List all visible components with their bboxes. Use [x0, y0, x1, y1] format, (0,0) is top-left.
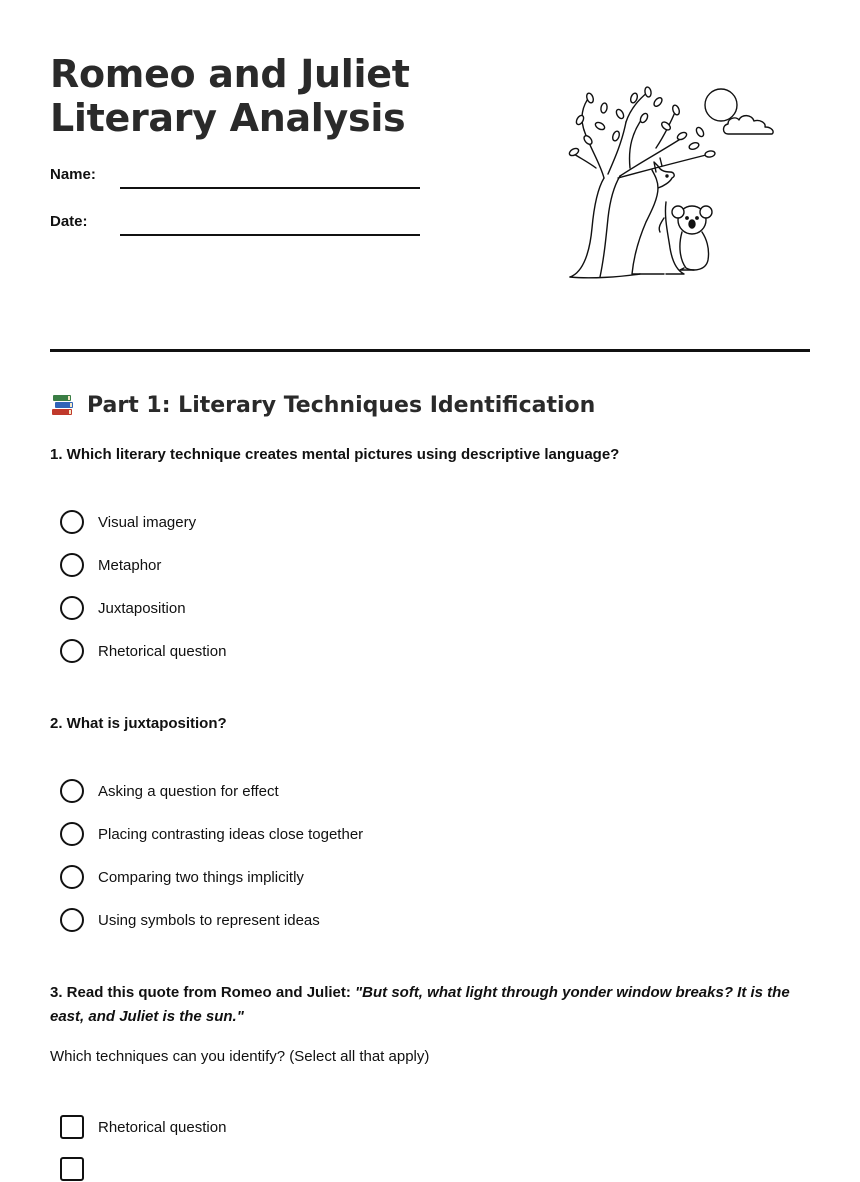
q1-option-4[interactable] [60, 638, 226, 664]
option-label: Rhetorical question [98, 1118, 227, 1136]
name-input-line[interactable] [120, 187, 420, 189]
date-label: Date: [50, 213, 88, 230]
title-line-1: Romeo and Juliet [50, 52, 410, 96]
radio-button[interactable] [60, 865, 84, 889]
option-label: Asking a question for effect [98, 782, 279, 800]
radio-button[interactable] [60, 596, 84, 620]
q2-option-1[interactable] [60, 778, 279, 804]
q2-option-3[interactable] [60, 864, 304, 890]
option-label: Visual imagery [98, 513, 197, 531]
q3-option-1[interactable] [60, 1114, 226, 1140]
question-3-text: 3. Read this quote from Romeo and Juliet: [50, 984, 351, 1001]
worksheet-title [50, 52, 490, 140]
q1-option-1[interactable] [60, 509, 196, 535]
option-label: Metaphor [98, 556, 162, 574]
books-icon [50, 392, 76, 418]
option-label: Placing contrasting ideas close together [98, 825, 364, 843]
title-line-2: Literary Analysis [50, 96, 406, 140]
question-1: 1. Which literary technique creates mental pictures using descriptive language? [50, 446, 620, 463]
checkbox[interactable] [60, 1115, 84, 1139]
date-input-line[interactable] [120, 234, 420, 236]
option-label: Using symbols to represent ideas [98, 911, 320, 929]
radio-button[interactable] [60, 510, 84, 534]
radio-button[interactable] [60, 908, 84, 932]
radio-button[interactable] [60, 639, 84, 663]
radio-button[interactable] [60, 822, 84, 846]
option-label: Comparing two things implicitly [98, 868, 304, 886]
question-2: 2. What is juxtaposition? [50, 715, 227, 732]
radio-button[interactable] [60, 779, 84, 803]
radio-button[interactable] [60, 553, 84, 577]
option-label: Rhetorical question [98, 642, 227, 660]
q3-option-2-partial[interactable] [60, 1156, 98, 1182]
q2-option-2[interactable] [60, 821, 363, 847]
header-divider [50, 349, 810, 352]
part1-heading [50, 390, 595, 420]
question-3-instruction: Which techniques can you identify? (Select all that apply) [50, 1048, 430, 1065]
name-field[interactable] [50, 166, 420, 190]
q1-option-3[interactable] [60, 595, 186, 621]
q1-option-2[interactable] [60, 552, 161, 578]
name-label: Name: [50, 166, 96, 183]
question-3 [50, 981, 810, 1029]
option-label: Juxtaposition [98, 599, 186, 617]
date-field[interactable] [50, 213, 420, 237]
q2-option-4[interactable] [60, 907, 320, 933]
part1-title: Part 1: Literary Techniques Identification [87, 392, 596, 418]
tree-kangaroo-koala-illustration [560, 78, 782, 284]
question-3-quote: "But soft, what light through yonder window breaks? It is the east, and Juliet is the sun." [50, 984, 790, 1025]
